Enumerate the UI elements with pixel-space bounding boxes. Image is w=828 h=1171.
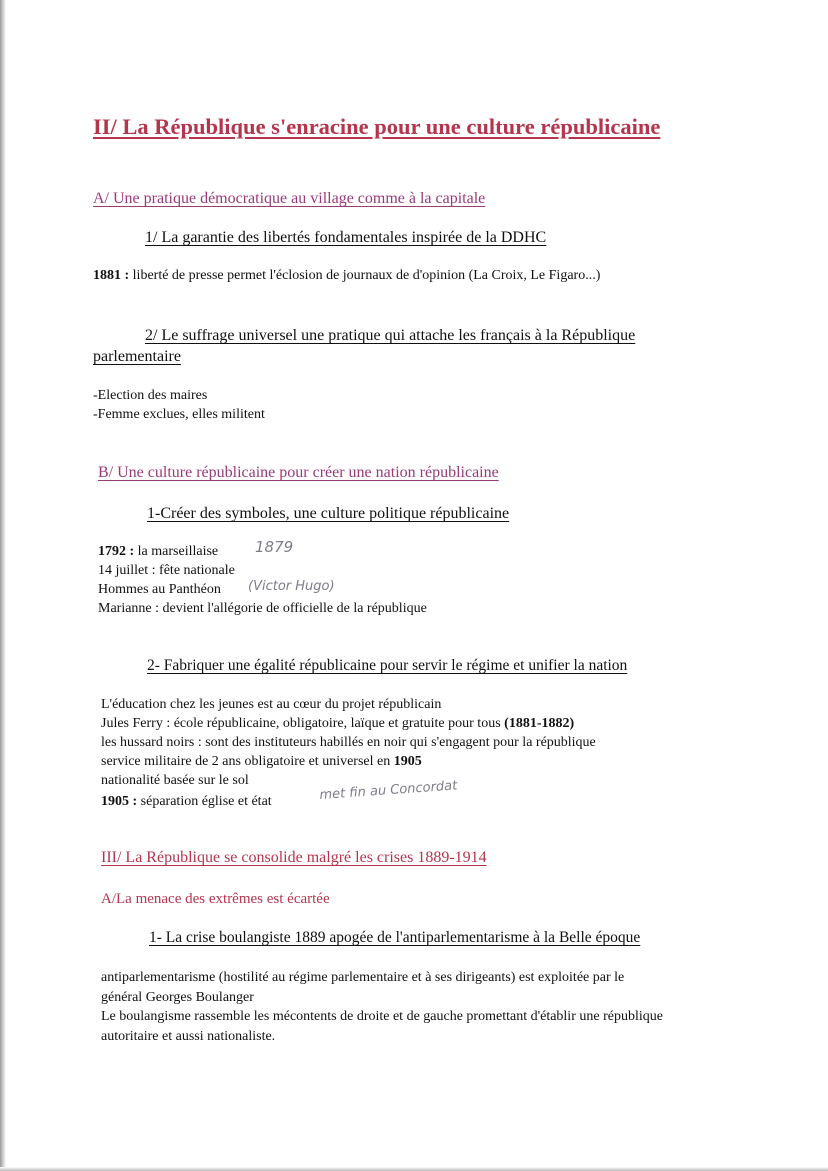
jules-ferry-line (101, 716, 574, 732)
section-a-heading: A/ Une pratique démocratique au village comme à la capitale (93, 190, 486, 207)
suffrage-item-2: -Femme exclues, elles militent (93, 407, 265, 422)
year-1905-service: 1905 (393, 754, 422, 769)
marseillaise-line (98, 544, 218, 560)
press-freedom-line (93, 268, 600, 284)
year-1792: 1792 : (98, 544, 135, 559)
section-a-sub2-heading-line2: parlementaire (93, 348, 181, 365)
scan-left-edge (0, 0, 6, 1171)
military-service-text: service militaire de 2 ans obligatoire et universel en (101, 754, 391, 769)
section-a-sub1-heading: 1/ La garantie des libertés fondamentales inspirée de la DDHC (145, 229, 547, 246)
national-day-line: 14 juillet : fête nationale (98, 563, 235, 578)
hussards-line: les hussard noirs : sont des instituteurs habillés en noir qui s'engagent pour la république (101, 735, 596, 750)
year-1881: 1881 : (93, 268, 130, 283)
years-1881-1882: (1881-1882) (504, 716, 575, 731)
pantheon-line: Hommes au Panthéon (98, 582, 221, 597)
antiparlementarisme-line2: général Georges Boulanger (101, 990, 254, 1005)
suffrage-item-1: -Election des maires (93, 388, 208, 403)
separation-text: séparation église et état (140, 794, 272, 809)
marianne-line: Marianne : devient l'allégorie de officielle de la république (98, 601, 427, 616)
boulangisme-line1: Le boulangisme rassemble les mécontents de droite et de gauche promettant d'établir une république (101, 1009, 663, 1024)
handwritten-note-1879: 1879 (255, 538, 294, 556)
section-b-heading: B/ Une culture républicaine pour créer une nation républicaine (98, 464, 499, 481)
marseillaise-text: la marseillaise (137, 544, 219, 559)
separation-line (101, 794, 272, 810)
handwritten-note-concordat: met fin au Concordat (318, 778, 458, 803)
section-a-sub2-heading-line1: 2/ Le suffrage universel une pratique qui attache les français à la République (145, 327, 636, 344)
section-iii-heading: III/ La République se consolide malgré les crises 1889-1914 (101, 849, 487, 866)
section-iii-sub-a: A/La menace des extrêmes est écartée (101, 891, 330, 907)
military-service-line (101, 754, 422, 770)
jules-ferry-text: Jules Ferry : école républicaine, obligatoire, laïque et gratuite pour tous (101, 716, 501, 731)
education-line: L'éducation chez les jeunes est au cœur du projet républicain (101, 697, 442, 712)
page-title: II/ La République s'enracine pour une culture républicaine (93, 114, 661, 139)
section-b-sub1-heading: 1-Créer des symboles, une culture politique républicaine (147, 505, 510, 522)
section-iii-sub1-heading: 1- La crise boulangiste 1889 apogée de l'antiparlementarisme à la Belle époque (149, 929, 641, 946)
antiparlementarisme-line1: antiparlementarisme (hostilité au régime parlementaire et à ses dirigeants) est exploitée par le (101, 970, 625, 985)
boulangisme-line2: autoritaire et aussi nationaliste. (101, 1029, 276, 1044)
press-freedom-text: liberté de presse permet l'éclosion de journaux de d'opinion (La Croix, Le Figaro...) (132, 268, 601, 283)
handwritten-note-victor-hugo: (Victor Hugo) (248, 579, 335, 594)
section-b-sub2-heading: 2- Fabriquer une égalité républicaine pour servir le régime et unifier la nation (147, 657, 628, 674)
scan-bottom-edge (0, 1167, 828, 1171)
year-1905: 1905 : (101, 794, 138, 809)
nationality-line: nationalité basée sur le sol (101, 773, 249, 788)
